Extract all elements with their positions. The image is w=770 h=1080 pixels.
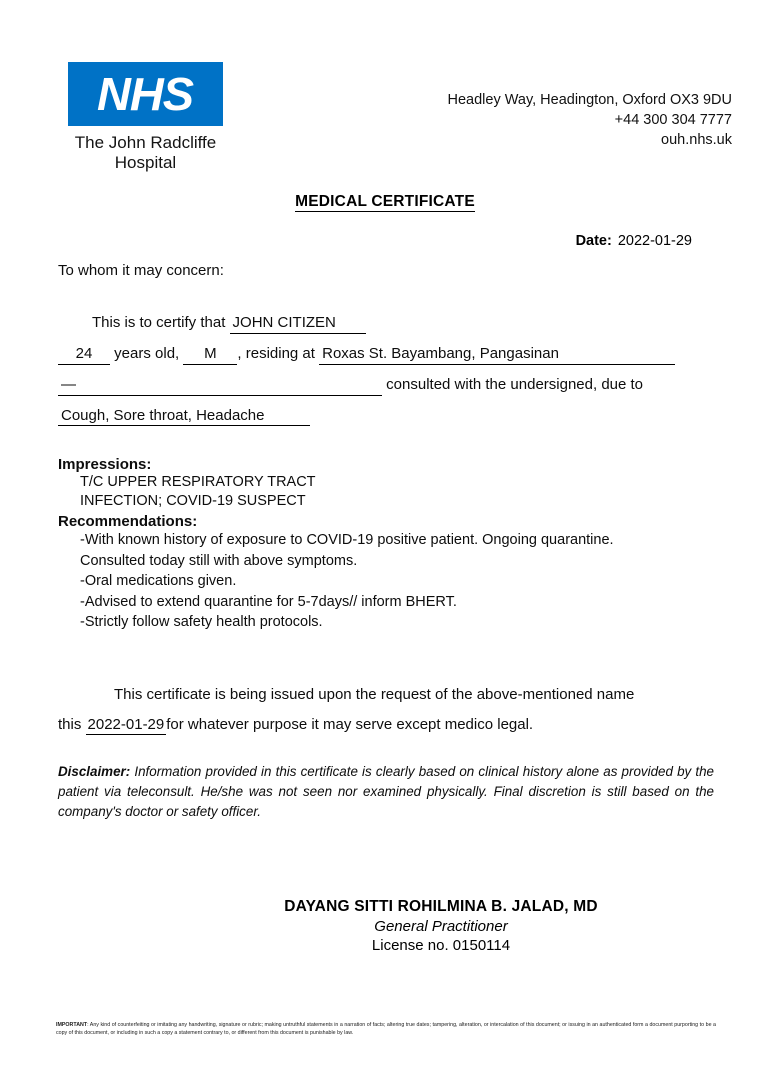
certify-lead: This is to certify that [92, 314, 226, 331]
recommendation-item: -Strictly follow safety health protocols. [80, 614, 323, 631]
issuance-this-label: this [58, 716, 82, 734]
patient-sex-field[interactable]: M [183, 345, 237, 365]
certify-block [58, 308, 714, 432]
disclaimer-text: Information provided in this certificate is clearly based on clinical history alone as provided by the patient via teleconsult. He/she was not seen nor examined physically. Final discretion is still based on the company's doctor or safety officer. [58, 764, 714, 820]
recommendations-heading: Recommendations: [58, 513, 198, 531]
disclaimer [58, 762, 714, 822]
issuance-line1-text: This certificate is being issued upon the request of the above-mentioned name [114, 686, 635, 704]
contact-address: Headley Way, Headington, Oxford OX3 9DU [447, 92, 732, 108]
recommendation-item: Consulted today still with above symptoms. [80, 552, 358, 569]
patient-address-field[interactable]: Roxas St. Bayambang, Pangasinan [319, 345, 675, 365]
recommendation-item: -Advised to extend quarantine for 5-7days// inform BHERT. [80, 593, 457, 610]
impressions-section [58, 456, 714, 512]
contact-website: ouh.nhs.uk [661, 132, 732, 148]
document-header [0, 52, 770, 182]
recommendations-section [58, 513, 714, 633]
signatory-license: License no. 0150114 [371, 937, 511, 954]
symptoms-field[interactable]: Cough, Sore throat, Headache [58, 407, 310, 427]
extra-blank-field[interactable]: — [58, 376, 382, 396]
salutation: To whom it may concern: [58, 262, 224, 279]
footer-label: IMPORTANT [56, 1022, 88, 1028]
certify-line-symptoms [58, 401, 714, 432]
impressions-line: INFECTION; COVID-19 SUSPECT [80, 492, 306, 509]
nhs-logo-block [68, 62, 223, 173]
certify-line-name [58, 308, 714, 339]
impressions-line: T/C UPPER RESPIRATORY TRACT [80, 473, 316, 490]
impressions-body [80, 473, 714, 512]
issuance-date-field[interactable]: 2022-01-29 [87, 716, 165, 734]
issuance-line2-tail: for whatever purpose it may serve except medico legal. [166, 716, 534, 734]
disclaimer-label: Disclaimer: [58, 764, 131, 780]
issuance-line1 [58, 680, 714, 710]
signatory-role: General Practitioner [374, 918, 508, 935]
nhs-logo-text: NHS [97, 68, 194, 120]
consulted-text: consulted with the undersigned, due to [386, 375, 644, 393]
signatory-name: DAYANG SITTI ROHILMINA B. JALAD, MD [284, 898, 598, 915]
date-row [576, 233, 692, 249]
date-value: 2022-01-29 [617, 233, 692, 249]
contact-details [448, 90, 733, 150]
recommendations-body [80, 530, 714, 633]
impressions-heading: Impressions: [58, 455, 152, 473]
hospital-name-line1: The John Radcliffe [74, 133, 217, 152]
patient-age-field[interactable]: 24 [58, 345, 110, 365]
footer-legal-notice [56, 1022, 716, 1038]
residing-label: , residing at [237, 344, 315, 362]
hospital-name [68, 133, 223, 173]
certify-line-age-address [58, 339, 714, 370]
recommendation-item: -Oral medications given. [80, 573, 237, 590]
signature-block [0, 898, 770, 954]
contact-phone: +44 300 304 7777 [614, 112, 732, 128]
page-title [0, 193, 770, 211]
issuance-line2 [58, 710, 714, 740]
nhs-logo-icon [68, 62, 223, 126]
footer-text: : Any kind of counterfeiting or imitating any handwriting, signature or rubric; making untruthful statements in a narration of facts; altering true dates; tampering, alteration, or intercalation of this document; or issuing in an authenticated form a document purporting to be a copy of this document, or including in such a copy a statement contrary to, or different from this document is punishable by law. [56, 1022, 716, 1036]
issuance-paragraph [58, 680, 714, 740]
hospital-name-line2: Hospital [114, 153, 177, 173]
patient-name-field[interactable]: JOHN CITIZEN [230, 314, 366, 334]
certify-line-blank [58, 370, 714, 401]
recommendation-item: -With known history of exposure to COVID-19 positive patient. Ongoing quarantine. [80, 532, 614, 549]
document-body [58, 262, 714, 822]
age-suffix-label: years old, [114, 344, 180, 362]
date-label: Date: [575, 233, 612, 249]
page-title-text: MEDICAL CERTIFICATE [295, 193, 475, 210]
